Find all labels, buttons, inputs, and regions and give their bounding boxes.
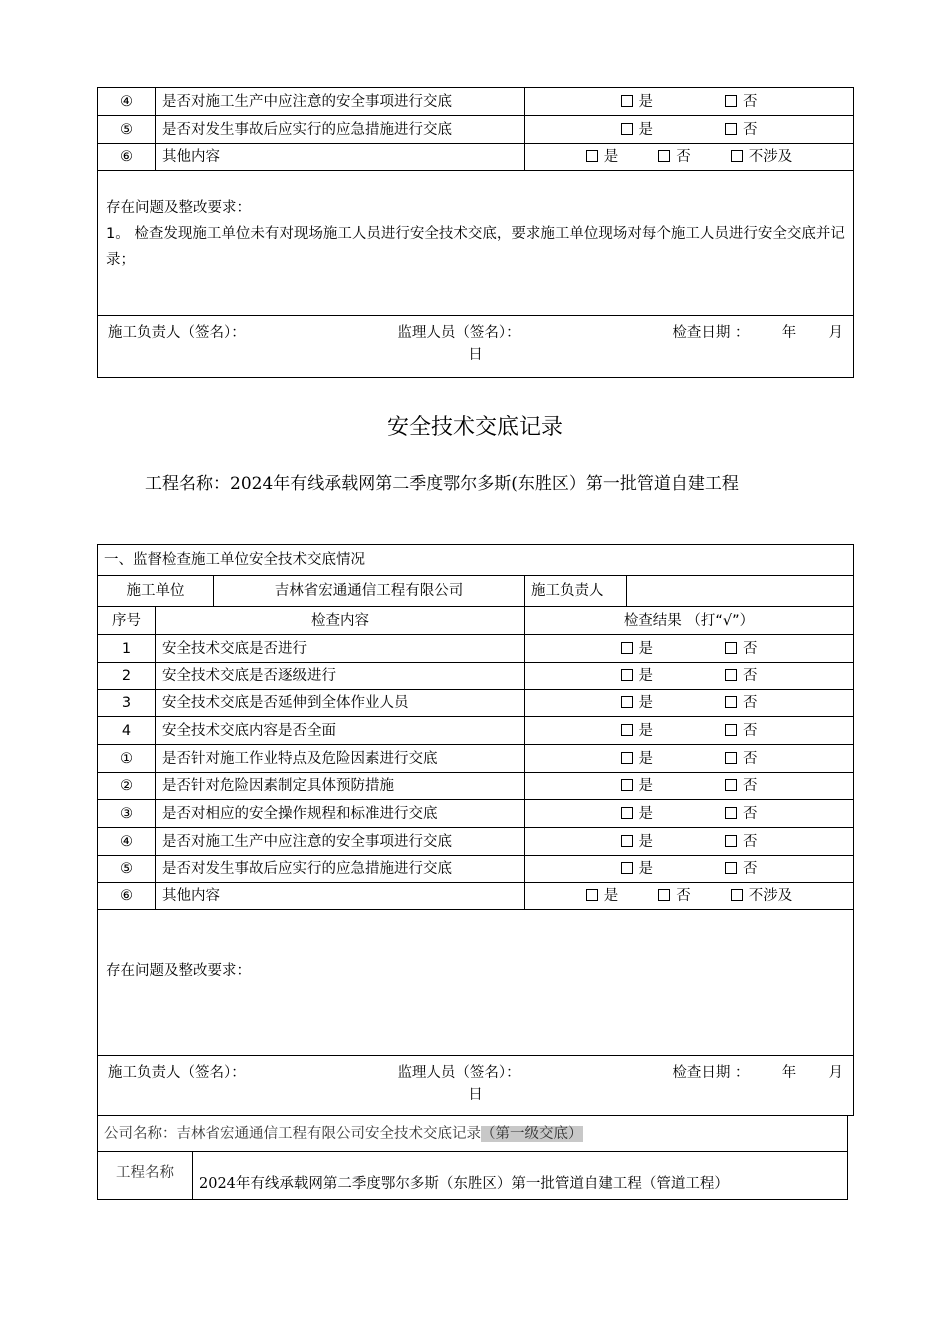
- table-row: [98, 635, 854, 663]
- yes-option[interactable]: 是: [621, 89, 654, 115]
- row-content: 安全技术交底是否逐级进行: [156, 663, 525, 690]
- table-row: [98, 828, 854, 856]
- signature-row: [98, 1056, 854, 1116]
- row-content: 安全技术交底是否进行: [156, 635, 525, 663]
- checkbox-icon[interactable]: [725, 779, 737, 791]
- row-content: 是否对发生事故后应实行的应急措施进行交底: [156, 116, 525, 144]
- col-header-no: 序号: [98, 607, 156, 635]
- yes-option[interactable]: 是: [621, 829, 654, 855]
- issues-cell[interactable]: [98, 910, 854, 1056]
- issues-row: [98, 910, 854, 1056]
- yes-option[interactable]: 是: [621, 117, 654, 143]
- signature-row: [98, 316, 854, 378]
- company-level: （第一级交底）: [481, 1125, 583, 1142]
- unit-row: [98, 576, 854, 607]
- row-result: [525, 828, 854, 856]
- checkbox-icon[interactable]: [621, 752, 633, 764]
- month-label: 月: [828, 325, 843, 341]
- construction-lead-signature[interactable]: 施工负责人（签名）：: [108, 325, 246, 341]
- no-option[interactable]: 否: [725, 718, 758, 744]
- yes-option[interactable]: 是: [621, 773, 654, 799]
- row-number: 1: [98, 635, 156, 663]
- checkbox-icon[interactable]: [621, 835, 633, 847]
- project-row: [98, 1152, 848, 1200]
- no-option[interactable]: 否: [725, 746, 758, 772]
- table-row: [98, 800, 854, 828]
- yes-option[interactable]: 是: [621, 718, 654, 744]
- checkbox-icon[interactable]: [586, 889, 598, 901]
- row-result: [525, 717, 854, 745]
- no-option[interactable]: 否: [725, 829, 758, 855]
- checkbox-icon[interactable]: [621, 669, 633, 681]
- row-result: [525, 663, 854, 690]
- unit-label: 施工单位: [98, 576, 214, 607]
- checkbox-icon[interactable]: [621, 696, 633, 708]
- checkbox-icon[interactable]: [731, 889, 743, 901]
- no-option[interactable]: 否: [725, 773, 758, 799]
- check-date-label: 检查日期 ：: [672, 1065, 750, 1081]
- row-number: 3: [98, 690, 156, 717]
- year-label: 年: [781, 1065, 797, 1081]
- checkbox-icon[interactable]: [621, 807, 633, 819]
- row-number: ⑤: [98, 116, 156, 144]
- row-content: 是否针对危险因素制定具体预防措施: [156, 773, 525, 800]
- row-content: 其他内容: [156, 883, 525, 910]
- column-header-row: [98, 607, 854, 635]
- col-header-content: 检查内容: [156, 607, 525, 635]
- no-option[interactable]: 否: [725, 117, 758, 143]
- row-result: [525, 745, 854, 773]
- yes-option[interactable]: 是: [586, 144, 619, 170]
- col-header-result: 检查结果 （打“√”）: [525, 607, 854, 635]
- issues-label: 存在问题及整改要求：: [106, 963, 251, 979]
- month-label: 月: [828, 1065, 844, 1081]
- check-date-label: 检查日期 ：: [672, 325, 750, 341]
- row-result: [525, 773, 854, 800]
- row-result: [525, 883, 854, 910]
- row-number: ②: [98, 773, 156, 800]
- yes-option[interactable]: 是: [621, 636, 654, 662]
- leader-value[interactable]: [627, 576, 854, 607]
- unit-value: 吉林省宏通通信工程有限公司: [214, 576, 525, 607]
- issues-row: [98, 171, 854, 316]
- table-row: [98, 856, 854, 883]
- row-content: 是否针对施工作业特点及危险因素进行交底: [156, 745, 525, 773]
- day-label: 日: [468, 1087, 483, 1103]
- row-content: 是否对施工生产中应注意的安全事项进行交底: [156, 88, 525, 116]
- company-name: 公司名称：吉林省宏通通信工程有限公司安全技术交底记录: [104, 1125, 481, 1142]
- row-number: ①: [98, 745, 156, 773]
- yes-option[interactable]: 是: [586, 883, 619, 909]
- table-row: [98, 663, 854, 690]
- signature-cell: [98, 1056, 854, 1116]
- no-option[interactable]: 否: [658, 883, 691, 909]
- row-number: ⑥: [98, 144, 156, 171]
- row-content: 安全技术交底内容是否全面: [156, 717, 525, 745]
- table-row: [98, 717, 854, 745]
- company-row: [98, 1116, 848, 1152]
- yes-option[interactable]: 是: [621, 746, 654, 772]
- no-option[interactable]: 否: [725, 801, 758, 827]
- section-title: 一、监督检查施工单位安全技术交底情况: [98, 545, 854, 576]
- checkbox-icon[interactable]: [621, 779, 633, 791]
- issues-label: 存在问题及整改要求：: [106, 200, 251, 216]
- top-check-table: [97, 87, 854, 378]
- checkbox-icon[interactable]: [621, 95, 633, 107]
- no-option[interactable]: 否: [725, 690, 758, 716]
- row-number: ④: [98, 828, 156, 856]
- table-row: [98, 116, 854, 144]
- yes-option[interactable]: 是: [621, 856, 654, 882]
- row-content: 其他内容: [156, 144, 525, 171]
- project-label: 工程名称: [98, 1152, 193, 1200]
- row-result: [525, 635, 854, 663]
- section-header-row: [98, 545, 854, 576]
- table-row: [98, 883, 854, 910]
- row-number: ⑥: [98, 883, 156, 910]
- checkbox-icon[interactable]: [725, 752, 737, 764]
- no-option[interactable]: 否: [725, 89, 758, 115]
- signature-cell: [98, 316, 854, 378]
- checkbox-icon[interactable]: [621, 642, 633, 654]
- table-row: [98, 773, 854, 800]
- document-title: 安全技术交底记录: [386, 415, 563, 440]
- main-check-table: [97, 544, 854, 1116]
- row-number: ⑤: [98, 856, 156, 883]
- checkbox-icon[interactable]: [725, 669, 737, 681]
- row-content: 是否对施工生产中应注意的安全事项进行交底: [156, 828, 525, 856]
- yes-option[interactable]: 是: [621, 801, 654, 827]
- supervisor-signature[interactable]: 监理人员（签名）：: [397, 1065, 521, 1081]
- not-applicable-option[interactable]: 不涉及: [731, 883, 793, 909]
- checkbox-icon[interactable]: [725, 123, 737, 135]
- checkbox-icon[interactable]: [621, 123, 633, 135]
- checkbox-icon[interactable]: [658, 150, 670, 162]
- row-content: 是否对相应的安全操作规程和标准进行交底: [156, 800, 525, 828]
- checkbox-icon[interactable]: [725, 807, 737, 819]
- checkbox-icon[interactable]: [621, 724, 633, 736]
- row-result: [525, 116, 854, 144]
- no-option[interactable]: 否: [725, 856, 758, 882]
- leader-label: 施工负责人: [525, 576, 627, 607]
- row-result: [525, 690, 854, 717]
- row-result: [525, 800, 854, 828]
- yes-option[interactable]: 是: [621, 690, 654, 716]
- checkbox-icon[interactable]: [731, 150, 743, 162]
- company-record-table: [97, 1115, 848, 1200]
- row-result: [525, 856, 854, 883]
- supervisor-signature[interactable]: 监理人员（签名）：: [397, 325, 521, 341]
- no-option[interactable]: 否: [725, 636, 758, 662]
- table-row: [98, 88, 854, 116]
- checkbox-icon[interactable]: [725, 862, 737, 874]
- checkbox-icon[interactable]: [725, 724, 737, 736]
- row-number: 2: [98, 663, 156, 690]
- row-number: 4: [98, 717, 156, 745]
- checkbox-icon[interactable]: [725, 835, 737, 847]
- table-row: [98, 745, 854, 773]
- row-number: ③: [98, 800, 156, 828]
- row-content: 安全技术交底是否延伸到全体作业人员: [156, 690, 525, 717]
- row-result: [525, 88, 854, 116]
- project-name-line: 工程名称：2024年有线承载网第二季度鄂尔多斯(东胜区）第一批管道自建工程: [145, 474, 739, 494]
- not-applicable-option[interactable]: 不涉及: [731, 144, 793, 170]
- issues-text: 1。 检查发现施工单位未有对现场施工人员进行安全技术交底，要求施工单位现场对每个施工人员进行安全交底并记录；: [106, 226, 845, 268]
- row-number: ④: [98, 88, 156, 116]
- no-option[interactable]: 否: [658, 144, 691, 170]
- no-option[interactable]: 否: [725, 663, 758, 689]
- checkbox-icon[interactable]: [725, 696, 737, 708]
- table-row: [98, 690, 854, 717]
- yes-option[interactable]: 是: [621, 663, 654, 689]
- project-value: 2024年有线承载网第二季度鄂尔多斯（东胜区）第一批管道自建工程（管道工程）: [193, 1152, 848, 1200]
- row-content: 是否对发生事故后应实行的应急措施进行交底: [156, 856, 525, 883]
- checkbox-icon[interactable]: [725, 642, 737, 654]
- day-label: 日: [468, 347, 483, 363]
- checkbox-icon[interactable]: [658, 889, 670, 901]
- row-result: [525, 144, 854, 171]
- checkbox-icon[interactable]: [586, 150, 598, 162]
- company-cell: [98, 1116, 848, 1152]
- checkbox-icon[interactable]: [725, 95, 737, 107]
- checkbox-icon[interactable]: [621, 862, 633, 874]
- table-row: [98, 144, 854, 171]
- year-label: 年: [781, 325, 797, 341]
- issues-cell: [98, 171, 854, 316]
- construction-lead-signature[interactable]: 施工负责人（签名）：: [108, 1065, 246, 1081]
